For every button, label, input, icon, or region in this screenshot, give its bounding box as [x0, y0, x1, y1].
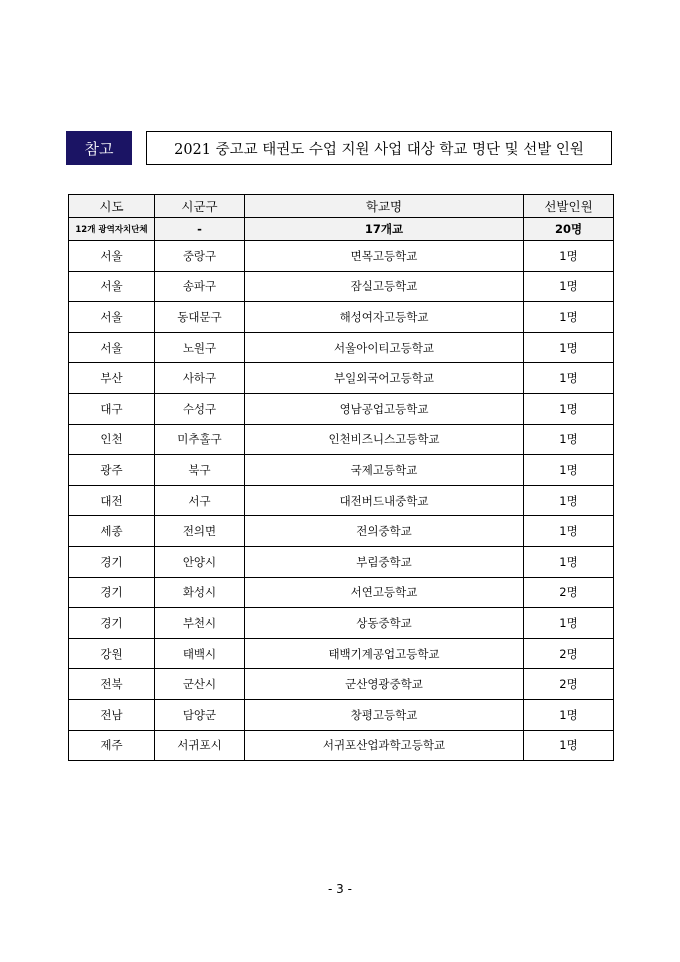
count-cell: 1명 [524, 516, 614, 547]
document-title: 2021 중고교 태권도 수업 지원 사업 대상 학교 명단 및 선발 인원 [146, 131, 612, 165]
region-cell: 대구 [69, 393, 155, 424]
table-row [69, 393, 614, 424]
count-cell: 1명 [524, 241, 614, 272]
count-cell: 1명 [524, 730, 614, 761]
school-name-cell: 대전버드내중학교 [245, 485, 524, 516]
district-cell: 동대문구 [155, 302, 245, 333]
table-row [69, 730, 614, 761]
school-name-cell: 해성여자고등학교 [245, 302, 524, 333]
school-name-cell: 상동중학교 [245, 608, 524, 639]
table-row [69, 699, 614, 730]
region-cell: 강원 [69, 638, 155, 669]
region-cell: 경기 [69, 608, 155, 639]
district-cell: 군산시 [155, 669, 245, 700]
region-cell: 제주 [69, 730, 155, 761]
summary-region: 12개 광역자치단체 [69, 218, 155, 241]
region-cell: 서울 [69, 271, 155, 302]
count-cell: 1명 [524, 546, 614, 577]
table-row [69, 669, 614, 700]
table-row [69, 363, 614, 394]
table-row [69, 608, 614, 639]
school-name-cell: 잠실고등학교 [245, 271, 524, 302]
column-header-school: 학교명 [245, 195, 524, 218]
table-row [69, 424, 614, 455]
table-row [69, 546, 614, 577]
count-cell: 1명 [524, 302, 614, 333]
region-cell: 서울 [69, 302, 155, 333]
district-cell: 서귀포시 [155, 730, 245, 761]
school-name-cell: 부림중학교 [245, 546, 524, 577]
school-name-cell: 군산영광중학교 [245, 669, 524, 700]
school-name-cell: 부일외국어고등학교 [245, 363, 524, 394]
district-cell: 사하구 [155, 363, 245, 394]
school-roster-table [68, 194, 614, 761]
summary-district: - [155, 218, 245, 241]
summary-schools: 17개교 [245, 218, 524, 241]
region-cell: 전남 [69, 699, 155, 730]
count-cell: 2명 [524, 638, 614, 669]
region-cell: 경기 [69, 546, 155, 577]
region-cell: 세종 [69, 516, 155, 547]
school-name-cell: 인천비즈니스고등학교 [245, 424, 524, 455]
region-cell: 광주 [69, 455, 155, 486]
summary-count: 20명 [524, 218, 614, 241]
school-name-cell: 태백기계공업고등학교 [245, 638, 524, 669]
school-name-cell: 국제고등학교 [245, 455, 524, 486]
region-cell: 서울 [69, 241, 155, 272]
school-name-cell: 서귀포산업과학고등학교 [245, 730, 524, 761]
count-cell: 1명 [524, 424, 614, 455]
count-cell: 1명 [524, 363, 614, 394]
district-cell: 전의면 [155, 516, 245, 547]
district-cell: 안양시 [155, 546, 245, 577]
school-name-cell: 전의중학교 [245, 516, 524, 547]
count-cell: 1명 [524, 393, 614, 424]
district-cell: 노원구 [155, 332, 245, 363]
region-cell: 인천 [69, 424, 155, 455]
count-cell: 2명 [524, 577, 614, 608]
school-rows [69, 241, 614, 761]
district-cell: 부천시 [155, 608, 245, 639]
count-cell: 1명 [524, 485, 614, 516]
table-row [69, 485, 614, 516]
count-cell: 1명 [524, 271, 614, 302]
school-name-cell: 면목고등학교 [245, 241, 524, 272]
table-row [69, 638, 614, 669]
count-cell: 1명 [524, 608, 614, 639]
district-cell: 중랑구 [155, 241, 245, 272]
summary-row [69, 218, 614, 241]
region-cell: 대전 [69, 485, 155, 516]
table-row [69, 241, 614, 272]
school-name-cell: 창평고등학교 [245, 699, 524, 730]
district-cell: 미추홀구 [155, 424, 245, 455]
district-cell: 수성구 [155, 393, 245, 424]
region-cell: 부산 [69, 363, 155, 394]
count-cell: 1명 [524, 699, 614, 730]
column-header-count: 선발인원 [524, 195, 614, 218]
region-cell: 전북 [69, 669, 155, 700]
region-cell: 경기 [69, 577, 155, 608]
school-name-cell: 영남공업고등학교 [245, 393, 524, 424]
page-number: - 3 - [328, 882, 352, 896]
district-cell: 북구 [155, 455, 245, 486]
column-header-district: 시군구 [155, 195, 245, 218]
count-cell: 1명 [524, 332, 614, 363]
district-cell: 송파구 [155, 271, 245, 302]
district-cell: 태백시 [155, 638, 245, 669]
table-row [69, 302, 614, 333]
table-header-row [69, 195, 614, 218]
column-header-region: 시도 [69, 195, 155, 218]
district-cell: 서구 [155, 485, 245, 516]
count-cell: 1명 [524, 455, 614, 486]
count-cell: 2명 [524, 669, 614, 700]
region-cell: 서울 [69, 332, 155, 363]
table-row [69, 577, 614, 608]
table-row [69, 271, 614, 302]
school-name-cell: 서울아이티고등학교 [245, 332, 524, 363]
table-row [69, 332, 614, 363]
district-cell: 화성시 [155, 577, 245, 608]
district-cell: 담양군 [155, 699, 245, 730]
table-row [69, 516, 614, 547]
table-row [69, 455, 614, 486]
reference-badge: 참고 [66, 131, 132, 165]
school-name-cell: 서연고등학교 [245, 577, 524, 608]
